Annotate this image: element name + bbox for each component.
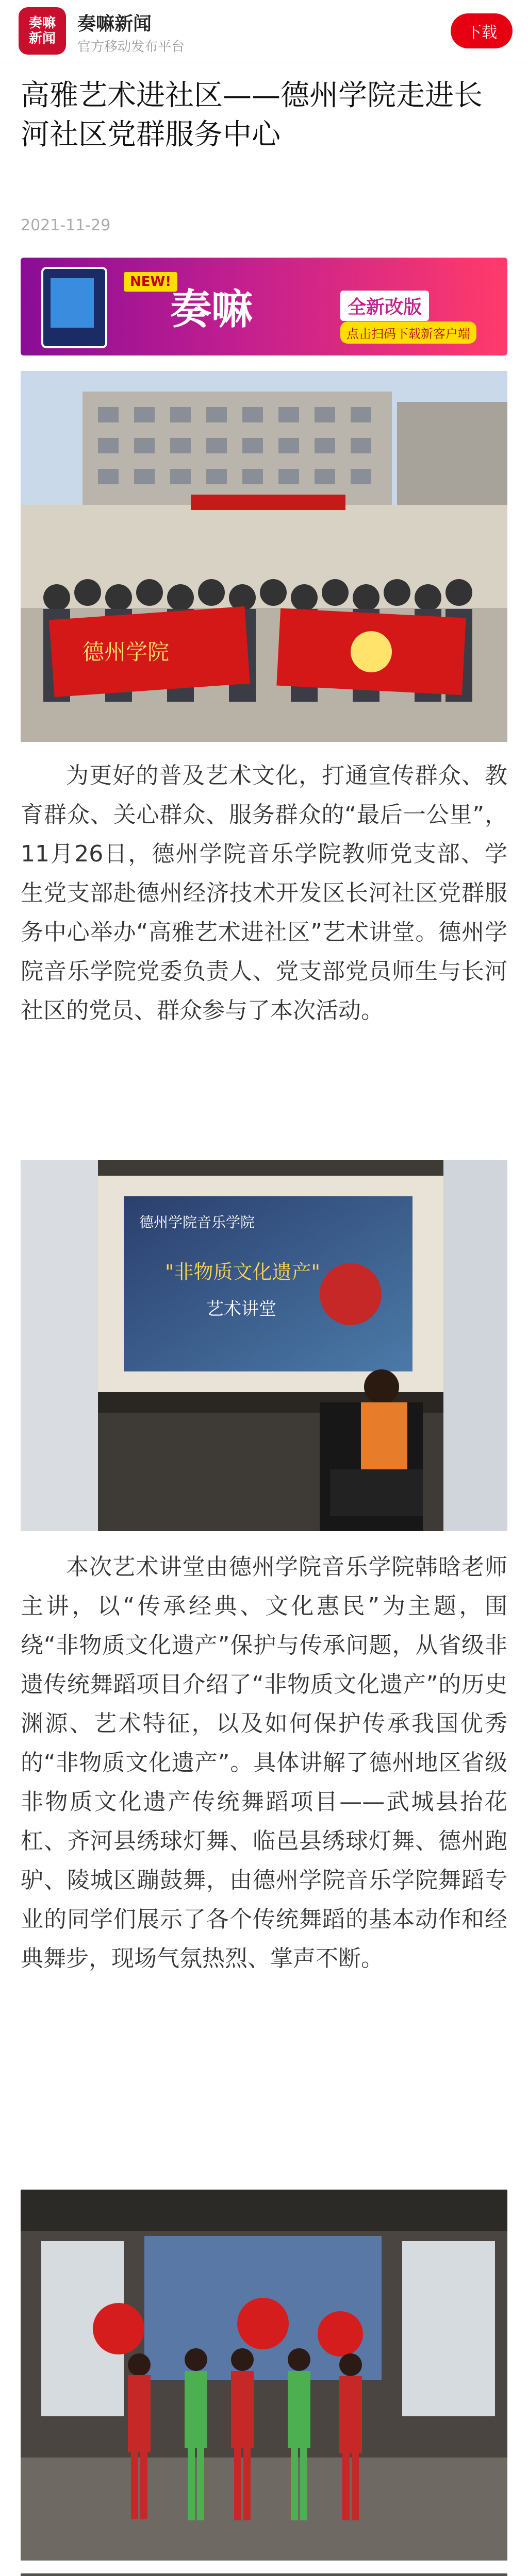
- app-name: 奏嘛新闻: [77, 13, 152, 35]
- logo-text-bottom: 新闻: [28, 31, 56, 46]
- app-header: [0, 0, 528, 62]
- screen-line2: 艺术讲堂: [206, 1299, 276, 1319]
- banner-cta: 点击扫码下载新客户端: [340, 321, 476, 344]
- app-subtitle: 官方移动发布平台: [77, 39, 185, 55]
- promo-banner[interactable]: [21, 258, 507, 355]
- lecture-photo-image: [21, 1160, 507, 1531]
- screen-line1: "非物质文化遗产": [165, 1261, 320, 1283]
- new-badge: NEW!: [124, 272, 177, 292]
- download-button[interactable]: 下载: [451, 13, 513, 48]
- banner-cloth-text: 德州学院: [82, 639, 170, 665]
- dance-photo-2: [21, 2573, 507, 2576]
- paragraph-1: 为更好的普及艺术文化，打通宣传群众、教育群众、关心群众、服务群众的“最后一公里”，11月26日，德州学院音乐学院教师党支部、学生党支部赴德州经济技术开发区长河社区党群服务中心举办“高雅艺术进社区”艺术讲堂。德州学院音乐学院党委负责人、党支部党员师生与长河社区的党员、群众参与了本次活动。: [21, 762, 507, 1024]
- screen-title: 德州学院音乐学院: [139, 1214, 255, 1231]
- group-photo-image: [21, 371, 507, 742]
- dance-photo-2-image: [21, 2573, 507, 2576]
- app-logo[interactable]: [19, 7, 66, 55]
- paragraph-2: 本次艺术讲堂由德州学院音乐学院韩晗老师主讲，以“传承经典、文化惠民”为主题，围绕“非物质文化遗产”保护与传承问题，从省级非遗传统舞蹈项目介绍了“非物质文化遗产”的历史渊源、艺术特征，以及如何保护传承我国优秀的“非物质文化遗产”。具体讲解了德州地区省级非物质文化遗产传统舞蹈项目——武城县抬花杠、齐河县绣球灯舞、临邑县绣球灯舞、德州跑驴、陵城区蹦鼓舞，由德州学院音乐学院舞蹈专业的同学们展示了各个传统舞蹈的基本动作和经典舞步，现场气氛热烈、掌声不断。: [21, 1554, 507, 1972]
- lecture-photo: [21, 1160, 507, 1531]
- dance-photo-1: [21, 2190, 507, 2561]
- article-title: 高雅艺术进社区——德州学院走进长河社区党群服务中心: [21, 79, 483, 151]
- publish-date: 2021-11-29: [21, 216, 111, 234]
- phone-icon: [41, 267, 107, 348]
- logo-text-top: 奏嘛: [28, 15, 56, 31]
- dance-photo-1-image: [21, 2190, 507, 2561]
- group-photo: [21, 371, 507, 742]
- banner-new-version: 全新改版: [340, 291, 429, 321]
- banner-brand: 奏嘛: [170, 285, 253, 333]
